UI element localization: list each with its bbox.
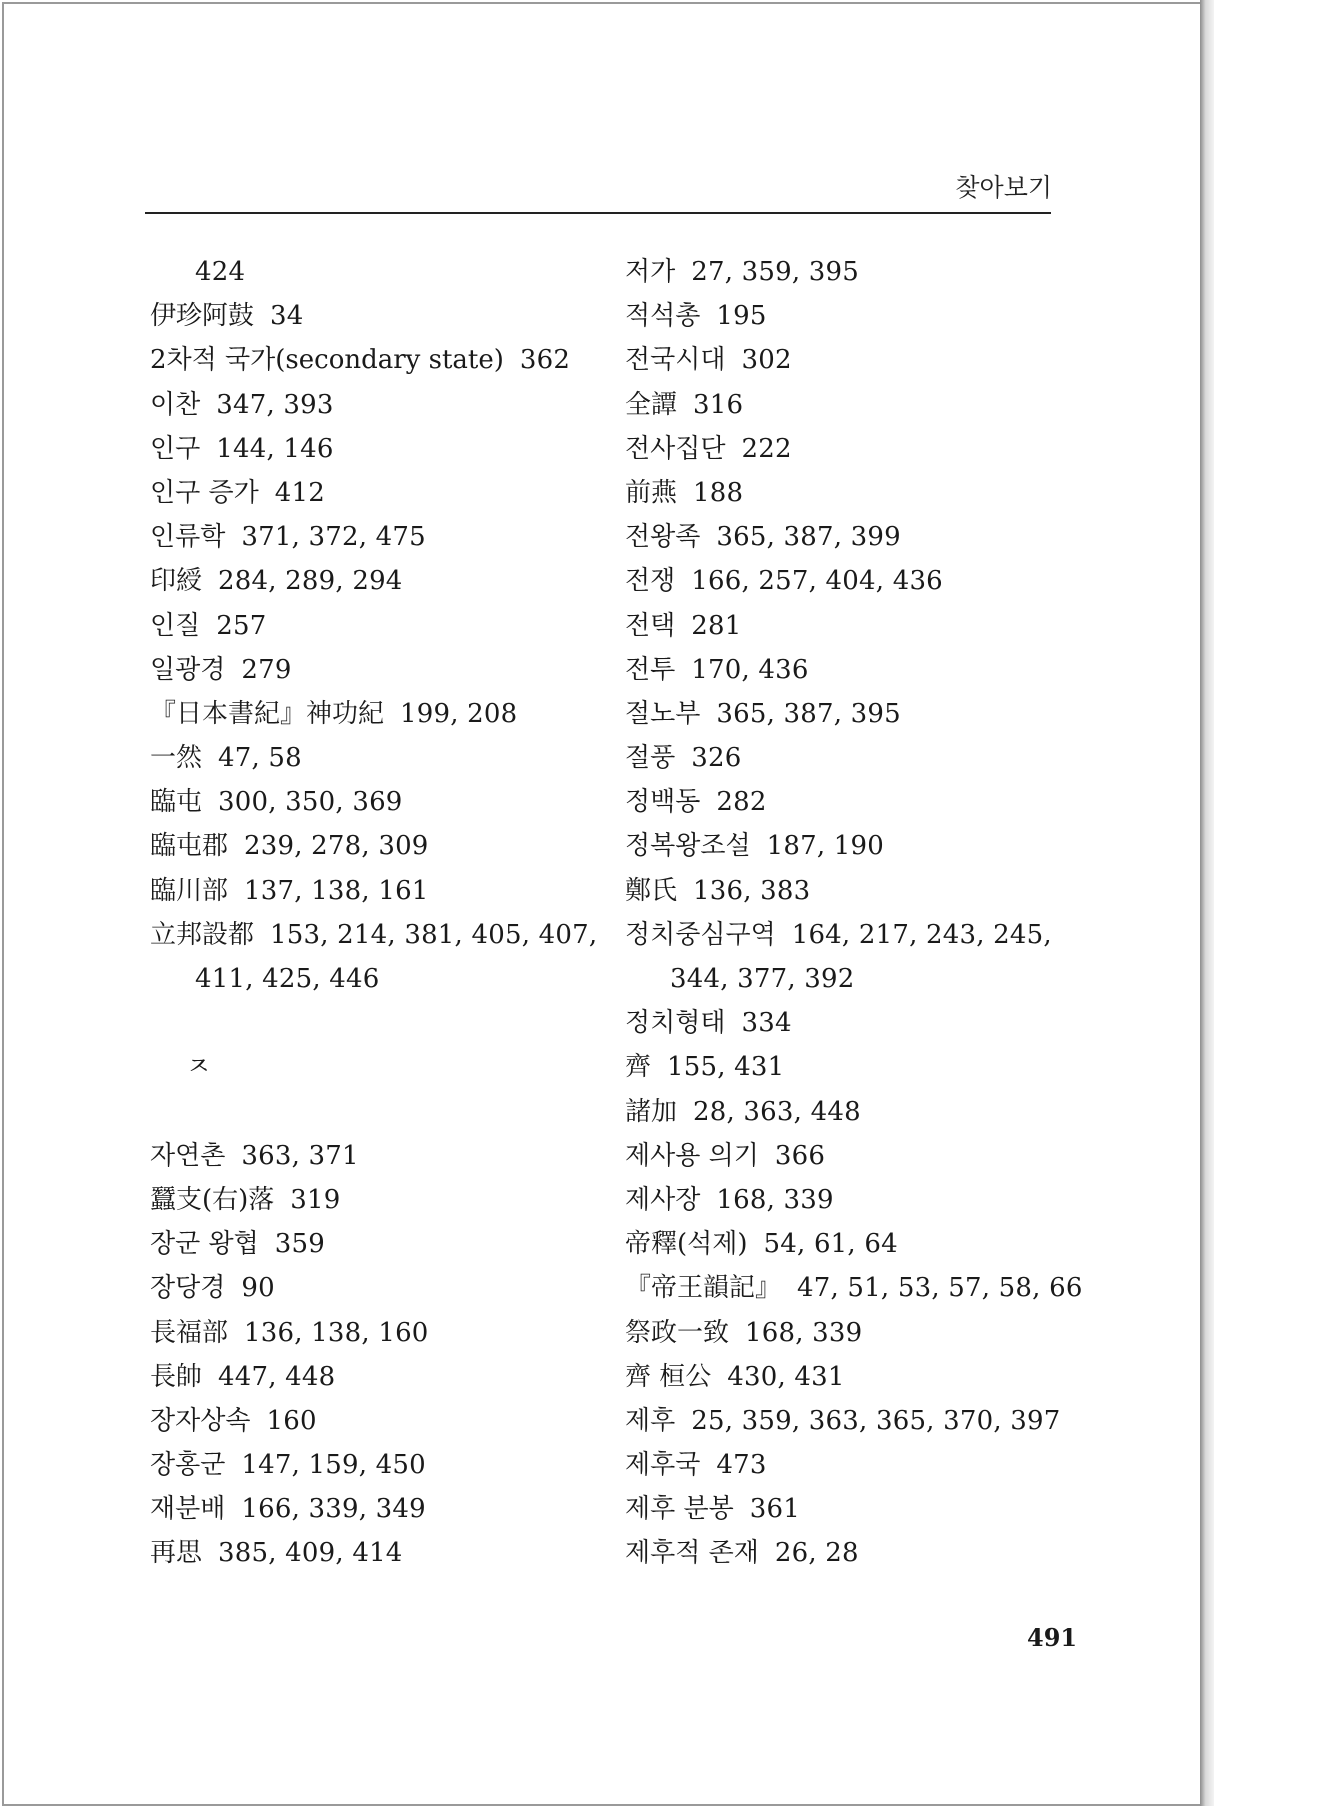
index-page-refs: 284, 289, 294 — [218, 566, 403, 597]
index-term: 『日本書紀』神功紀 — [150, 698, 385, 729]
index-term: 『帝王韻記』 — [625, 1273, 782, 1304]
index-entry — [150, 383, 590, 427]
index-page-refs: 147, 159, 450 — [241, 1450, 426, 1481]
index-page-refs: 188 — [693, 477, 744, 508]
index-page-refs: 155, 431 — [667, 1052, 785, 1083]
index-entry — [150, 338, 590, 382]
index-entry — [150, 692, 590, 736]
index-term: 蠶支(右)落 — [150, 1184, 275, 1215]
index-term: 장군 왕협 — [150, 1229, 259, 1260]
index-term: 臨川部 — [150, 875, 229, 906]
page-number: 491 — [1027, 1623, 1078, 1652]
index-page-refs: 316 — [693, 389, 744, 420]
index-term: 장당경 — [150, 1273, 226, 1304]
index-term: 2차적 국가(secondary state) — [150, 345, 504, 376]
index-entry — [625, 869, 1065, 913]
index-term: 전왕족 — [625, 522, 701, 553]
index-term: 前燕 — [625, 477, 678, 508]
index-page-refs: 362 — [519, 345, 571, 376]
index-entry — [625, 294, 1065, 338]
index-entry — [625, 1090, 1065, 1134]
index-term: 인구 증가 — [150, 477, 259, 508]
index-page-refs: 34 — [270, 301, 304, 332]
index-term: 제사장 — [625, 1184, 701, 1215]
index-entry — [625, 1355, 1065, 1399]
index-page-refs: 363, 371 — [241, 1140, 359, 1171]
index-term: 鄭氏 — [625, 875, 678, 906]
index-entry — [625, 648, 1065, 692]
index-page-refs: 257 — [216, 610, 267, 641]
index-page-refs: 166, 257, 404, 436 — [691, 566, 943, 597]
index-entry — [625, 1178, 1065, 1222]
index-entry — [150, 1178, 590, 1222]
index-spacer — [150, 1001, 590, 1045]
index-entry — [625, 559, 1065, 603]
index-term: 全譚 — [625, 389, 678, 420]
index-page-refs: 239, 278, 309 — [244, 831, 429, 862]
index-term: 전쟁 — [625, 566, 676, 597]
index-page-refs: 136, 383 — [693, 875, 811, 906]
index-entry — [150, 824, 590, 868]
index-page-refs: 47, 58 — [218, 743, 302, 774]
index-term: 정치형태 — [625, 1008, 726, 1039]
index-page-refs: 300, 350, 369 — [218, 787, 403, 818]
index-term: 전사집단 — [625, 433, 726, 464]
index-entry — [150, 957, 590, 1001]
index-page-refs: 170, 436 — [691, 654, 809, 685]
index-page-refs: 47, 51, 53, 57, 58, 66 — [797, 1273, 1083, 1304]
index-term: 제후 — [625, 1405, 676, 1436]
index-column-left — [150, 250, 598, 1576]
index-page-refs: 447, 448 — [218, 1361, 336, 1392]
index-entry — [150, 604, 590, 648]
index-term: 장자상속 — [150, 1405, 251, 1436]
index-term: 제후 분봉 — [625, 1494, 734, 1525]
index-term: 자연촌 — [150, 1140, 226, 1171]
running-header: 찾아보기 — [955, 173, 1052, 202]
index-term: 재분배 — [150, 1494, 226, 1525]
index-page-refs: 473 — [716, 1450, 767, 1481]
index-page-refs: 222 — [741, 433, 792, 464]
index-entry — [150, 294, 590, 338]
index-entry — [150, 515, 590, 559]
index-entry — [625, 604, 1065, 648]
index-term: 一然 — [150, 743, 203, 774]
index-entry — [625, 692, 1065, 736]
index-page-refs: 344, 377, 392 — [670, 964, 855, 994]
index-spacer — [150, 1090, 590, 1134]
index-term: 印綬 — [150, 566, 203, 597]
index-page-refs: 365, 387, 399 — [716, 522, 901, 553]
index-page-refs: 137, 138, 161 — [244, 875, 429, 906]
index-entry — [150, 1531, 590, 1575]
index-entry — [150, 780, 590, 824]
index-page-refs: 361 — [749, 1494, 800, 1525]
index-entry — [625, 913, 1065, 957]
index-entry — [150, 427, 590, 471]
index-term: 伊珍阿鼓 — [150, 301, 255, 332]
index-term: 齊 桓公 — [625, 1361, 712, 1392]
index-page-refs: 160 — [266, 1405, 317, 1436]
index-term: 祭政一致 — [625, 1317, 730, 1348]
index-entry — [625, 1487, 1065, 1531]
index-page-refs: 371, 372, 475 — [241, 522, 426, 553]
index-page-refs: 153, 214, 381, 405, 407, — [270, 919, 598, 950]
index-page-refs: 359 — [274, 1229, 325, 1260]
index-entry — [150, 1222, 590, 1266]
index-term: 長福部 — [150, 1317, 229, 1348]
index-page-refs: 187, 190 — [766, 831, 884, 862]
index-entry — [625, 1134, 1065, 1178]
index-page-refs: 136, 138, 160 — [244, 1317, 429, 1348]
index-page-refs: 411, 425, 446 — [195, 964, 380, 994]
index-term: 이찬 — [150, 389, 201, 420]
index-page-refs: 195 — [716, 301, 767, 332]
index-entry — [625, 1222, 1065, 1266]
index-entry — [625, 383, 1065, 427]
index-entry — [150, 1134, 590, 1178]
index-term: 전택 — [625, 610, 676, 641]
index-page-refs: 326 — [691, 743, 742, 774]
index-section-heading — [150, 1045, 590, 1089]
index-entry — [150, 1443, 590, 1487]
index-entry — [625, 1443, 1065, 1487]
index-page-refs: 347, 393 — [216, 389, 334, 420]
index-entry — [625, 427, 1065, 471]
index-entry — [150, 471, 590, 515]
index-term: 제사용 의기 — [625, 1140, 759, 1171]
index-page-refs: 199, 208 — [400, 698, 518, 729]
index-entry — [150, 736, 590, 780]
index-term: 적석총 — [625, 301, 701, 332]
index-entry — [625, 1001, 1065, 1045]
index-entry — [150, 1266, 590, 1310]
index-page-refs: 412 — [274, 477, 325, 508]
index-term: 일광경 — [150, 654, 226, 685]
index-term: 長帥 — [150, 1361, 203, 1392]
index-page-refs: 26, 28 — [774, 1538, 859, 1569]
index-term: 정복왕조설 — [625, 831, 751, 862]
index-term: 장홍군 — [150, 1450, 226, 1481]
index-entry — [625, 1045, 1065, 1089]
index-entry — [150, 869, 590, 913]
index-term: ㅈ — [186, 1052, 212, 1083]
index-page-refs: 366 — [774, 1140, 826, 1171]
index-term: 정치중심구역 — [625, 919, 776, 950]
index-page-refs: 168, 339 — [716, 1184, 834, 1215]
index-entry — [625, 1531, 1065, 1575]
index-entry — [150, 1487, 590, 1531]
index-term: 전투 — [625, 654, 676, 685]
index-page-refs: 144, 146 — [216, 433, 334, 464]
header-rule — [145, 212, 1051, 214]
page-edge-shadow — [1200, 0, 1214, 1806]
index-page-refs: 279 — [241, 654, 292, 685]
index-entry — [150, 559, 590, 603]
index-entry — [625, 1399, 1065, 1443]
index-term: 저가 — [625, 257, 676, 287]
index-page-refs: 90 — [241, 1273, 275, 1304]
index-page-refs: 430, 431 — [727, 1361, 845, 1392]
index-entry — [625, 957, 1065, 1001]
index-entry — [625, 1311, 1065, 1355]
index-entry — [150, 648, 590, 692]
index-entry — [150, 1311, 590, 1355]
index-page-refs: 27, 359, 395 — [691, 257, 860, 287]
index-page-refs: 319 — [290, 1184, 341, 1215]
index-term: 인질 — [150, 610, 201, 641]
index-term: 臨屯郡 — [150, 831, 229, 862]
index-page-refs: 365, 387, 395 — [716, 698, 901, 729]
index-page-refs: 302 — [741, 345, 792, 376]
index-entry — [150, 913, 598, 957]
index-term: 인구 — [150, 433, 201, 464]
index-page-refs: 28, 363, 448 — [693, 1096, 861, 1127]
index-term: 諸加 — [625, 1096, 678, 1127]
index-term: 인류학 — [150, 522, 226, 553]
index-entry — [625, 780, 1065, 824]
index-term: 정백동 — [625, 787, 701, 818]
index-entry — [625, 515, 1065, 559]
index-entry — [625, 1266, 1083, 1310]
index-term: 제후적 존재 — [625, 1538, 759, 1569]
index-term: 再思 — [150, 1538, 203, 1569]
index-page-refs: 164, 217, 243, 245, — [791, 919, 1052, 950]
index-term: 절풍 — [625, 743, 676, 774]
index-page-refs: 54, 61, 64 — [763, 1229, 898, 1260]
index-entry — [625, 338, 1065, 382]
index-page-refs: 334 — [741, 1008, 792, 1039]
index-entry — [150, 1355, 590, 1399]
index-entry — [625, 250, 1065, 294]
index-term: 전국시대 — [625, 345, 726, 376]
index-entry — [625, 824, 1065, 868]
index-page-refs: 166, 339, 349 — [241, 1494, 426, 1525]
index-term: 제후국 — [625, 1450, 701, 1481]
index-column-right — [625, 250, 1083, 1576]
index-page-refs: 282 — [716, 787, 767, 818]
index-page-refs: 25, 359, 363, 365, 370, 397 — [691, 1405, 1061, 1436]
index-page-refs: 385, 409, 414 — [218, 1538, 403, 1569]
index-entry — [625, 471, 1065, 515]
index-term: 帝釋(석제) — [625, 1229, 748, 1260]
index-page-refs: 168, 339 — [745, 1317, 863, 1348]
index-entry — [625, 736, 1065, 780]
index-term: 立邦設都 — [150, 919, 255, 950]
index-term: 臨屯 — [150, 787, 203, 818]
index-entry — [150, 250, 590, 294]
index-page-refs: 281 — [691, 610, 742, 641]
index-entry — [150, 1399, 590, 1443]
index-page-refs: 424 — [195, 257, 246, 287]
index-term: 齊 — [625, 1052, 652, 1083]
index-term: 절노부 — [625, 698, 701, 729]
